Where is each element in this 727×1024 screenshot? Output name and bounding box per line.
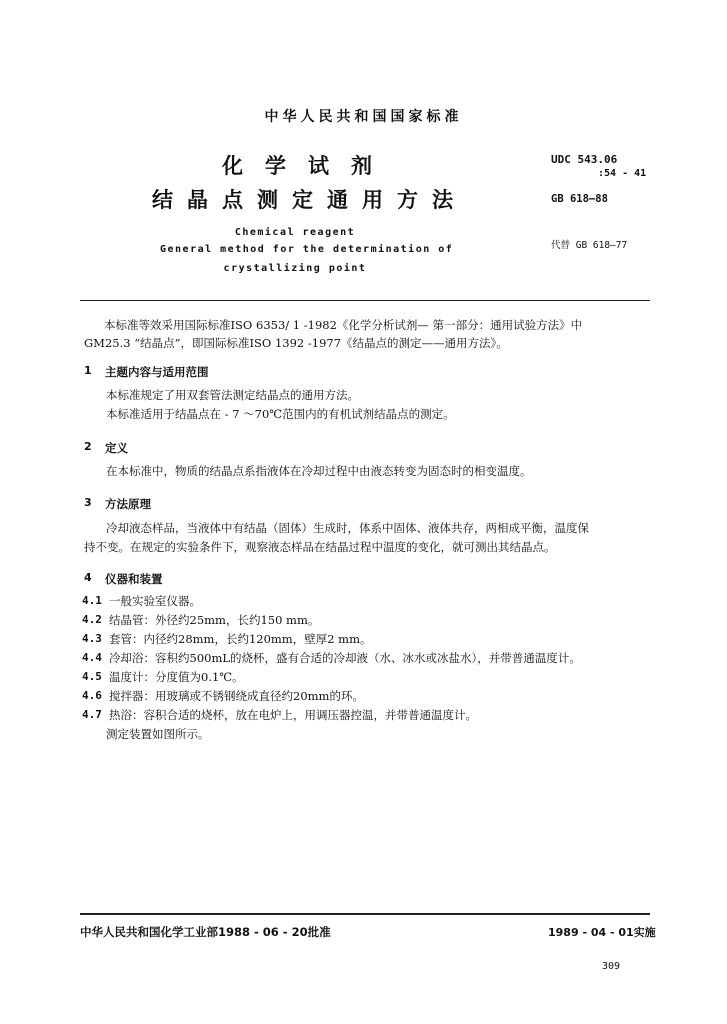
section-4-closing: 测定装置如图所示。 [106,727,210,741]
document-title-line1: 化学试剂 [222,153,394,178]
item-4-2-number: 4.2 [82,613,102,626]
section-3-title: 方法原理 [105,497,151,511]
item-4-7-text: 热浴：容积合适的烧杯，放在电炉上，用调压器控温，并带普通温度计。 [109,708,477,722]
item-4-6-number: 4.6 [82,689,102,702]
item-4-5-number: 4.5 [82,670,102,683]
section-3-paragraph-1: 冷却液态样品，当液体中有结晶（固体）生成时，体系中固体、液体共存，两相成平衡，温度保 [106,521,589,535]
item-4-6-text: 搅拌器：用玻璃或不锈钢绕成直径约20mm的环。 [109,689,364,703]
item-4-1-number: 4.1 [82,594,102,607]
intro-line-2: GM25.3 “结晶点”，即国际标准ISO 1392 -1977《结晶点的测定——通用方法》。 [84,336,508,350]
effective-date: 1989 - 04 - 01实施 [548,926,656,939]
section-3-number: 3 [84,496,92,509]
section-3-paragraph-2: 持不变。在规定的实验条件下，观察液态样品在结晶过程中温度的变化，就可测出其结晶点。 [84,540,556,554]
english-title-line1: Chemical reagent [234,227,356,238]
section-1-number: 1 [84,364,92,377]
section-2-number: 2 [84,440,92,453]
section-2-title: 定义 [105,441,128,455]
section-4-title: 仪器和装置 [105,572,163,586]
gb-number: GB 618—88 [551,193,608,205]
approval-note: 中华人民共和国化学工业部1988 - 06 - 20批准 [80,925,331,939]
replaces-note: 代替 GB 618—77 [551,240,628,251]
english-title-line3: crystallizing point [223,263,367,274]
item-4-2-text: 结晶管：外径约25mm，长约150 mm。 [109,613,320,627]
section-2-paragraph-1: 在本标准中，物质的结晶点系指液体在冷却过程中由液态转变为固态时的相变温度。 [106,464,532,478]
item-4-3-text: 套管：内径约28mm，长约120mm，壁厚2 mm。 [109,632,372,646]
udc-subcode: :54 - 41 [598,168,647,179]
section-1-paragraph-1: 本标准规定了用双套管法测定结晶点的通用方法。 [106,388,359,402]
footer-divider [80,913,650,915]
section-1-paragraph-2: 本标准适用于结晶点在 - 7 ～70℃范围内的有机试剂结晶点的测定。 [106,407,455,421]
item-4-4-number: 4.4 [82,651,102,664]
page-number: 309 [602,961,621,972]
item-4-3-number: 4.3 [82,632,102,645]
item-4-7-number: 4.7 [82,708,102,721]
english-title-line2: General method for the determination of [160,244,454,255]
udc-code: UDC 543.06 [551,153,618,166]
item-4-4-text: 冷却浴：容积约500mL的烧杯，盛有合适的冷却液（水、冰水或冰盐水），并带普通温度计。 [109,651,581,665]
item-4-5-text: 温度计：分度值为0.1℃。 [109,670,244,684]
section-1-title: 主题内容与适用范围 [105,365,209,379]
section-4-number: 4 [84,571,92,584]
intro-line-1: 本标准等效采用国际标准ISO 6353/ 1 -1982《化学分析试剂— 第一部分：通用试验方法》中 [104,318,583,332]
document-title-line2: 结晶点测定通用方法 [152,187,467,212]
item-4-1-text: 一般实验室仪器。 [109,594,201,608]
header-divider [80,300,650,301]
standard-body-header: 中华人民共和国国家标准 [264,109,463,125]
